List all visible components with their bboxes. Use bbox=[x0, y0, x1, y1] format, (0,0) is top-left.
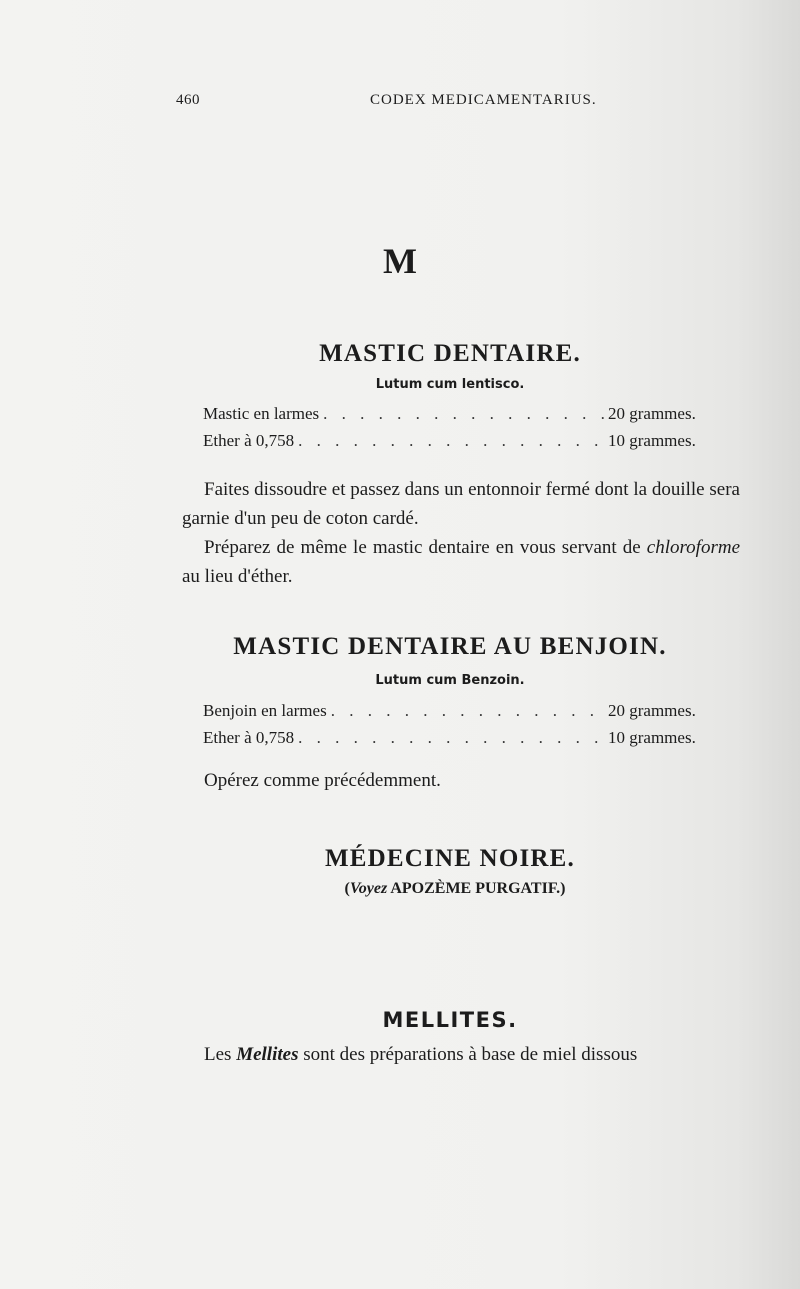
paren-open: ( bbox=[344, 880, 350, 897]
running-title: CODEX MEDICAMENTARIUS. bbox=[370, 92, 597, 108]
ingredient-name: Ether à 0,758 bbox=[203, 431, 295, 450]
ingredient-quantity: 10 grammes. bbox=[608, 431, 696, 450]
paragraph-text: Les bbox=[204, 1044, 232, 1065]
dot-leader bbox=[327, 701, 608, 721]
mastic-benjoin-title: MASTIC DENTAIRE AU BENJOIN. bbox=[233, 633, 667, 660]
ingredient-quantity: 10 grammes. bbox=[608, 728, 696, 747]
ingredient-quantity: 20 grammes. bbox=[608, 404, 696, 423]
ingredient-name: Mastic en larmes bbox=[203, 404, 320, 423]
dot-leader bbox=[294, 728, 608, 748]
mastic-dentaire-latin: Lutum cum lentisco. bbox=[375, 377, 525, 392]
paragraph-text: au lieu d'éther. bbox=[182, 566, 293, 587]
dot-leader bbox=[319, 404, 608, 424]
mastic-dentaire-title: MASTIC DENTAIRE. bbox=[319, 340, 581, 367]
reference-text: APOZÈME PURGATIF.) bbox=[390, 880, 566, 897]
ingredient-row bbox=[203, 701, 708, 728]
paragraph-text: Opérez comme précédemment. bbox=[204, 770, 441, 791]
mastic-dentaire-recipe bbox=[203, 404, 708, 458]
ingredient-row bbox=[203, 728, 708, 755]
mellites-intro bbox=[182, 1040, 740, 1069]
medecine-noire-title: MÉDECINE NOIRE. bbox=[325, 845, 575, 872]
page-number: 460 bbox=[176, 92, 200, 108]
ingredient-row bbox=[203, 404, 708, 431]
mellites-title: MELLITES. bbox=[382, 1008, 518, 1032]
mastic-benjoin-instruction bbox=[182, 766, 740, 795]
voyez-text: Voyez bbox=[349, 880, 388, 897]
ingredient-row bbox=[203, 431, 708, 458]
italic-term: Mellites bbox=[236, 1044, 299, 1065]
italic-term: chloroforme bbox=[646, 537, 741, 558]
ingredient-quantity: 20 grammes. bbox=[608, 701, 696, 720]
ingredient-name: Benjoin en larmes bbox=[203, 701, 327, 720]
mastic-benjoin-recipe bbox=[203, 701, 708, 755]
paragraph-text: Préparez de même le mastic dentaire en vous servant de bbox=[204, 537, 641, 558]
running-head bbox=[176, 92, 736, 116]
dot-leader bbox=[294, 431, 608, 451]
paragraph-text: Faites dissoudre et passez dans un entonnoir fermé dont la douille sera garnie d'un peu de coton cardé. bbox=[182, 479, 740, 529]
mastic-dentaire-paragraph-2 bbox=[182, 533, 740, 591]
mastic-dentaire-paragraph-1 bbox=[182, 475, 740, 533]
paragraph-text: sont des préparations à base de miel dissous bbox=[303, 1044, 638, 1065]
medecine-noire-cross-reference bbox=[0, 880, 800, 898]
section-letter: M bbox=[383, 241, 417, 281]
ingredient-name: Ether à 0,758 bbox=[203, 728, 295, 747]
mastic-benjoin-latin: Lutum cum Benzoin. bbox=[375, 673, 525, 688]
